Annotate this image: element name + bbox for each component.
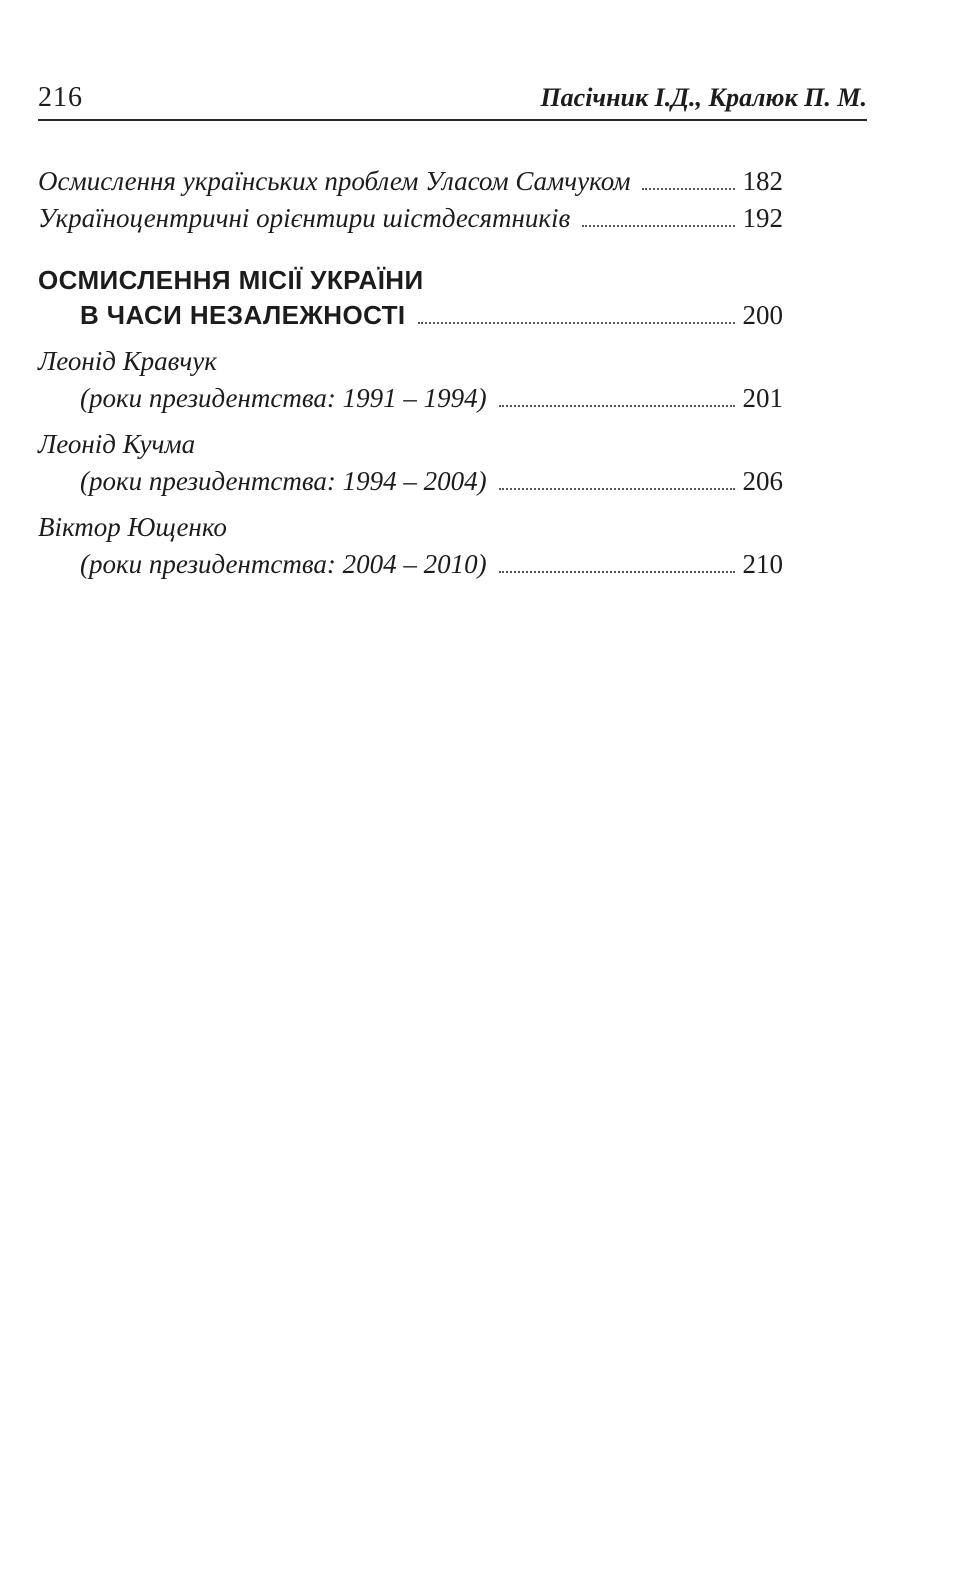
dot-leader (499, 405, 735, 407)
president-page: 210 (742, 549, 783, 579)
dot-leader (418, 322, 735, 324)
dot-leader (499, 488, 735, 490)
president-name: Віктор Ющенко (38, 512, 227, 542)
dot-leader (642, 188, 734, 190)
president-name: Леонід Кучма (38, 429, 196, 459)
table-of-contents (38, 163, 783, 583)
section-heading-line2: В ЧАСИ НЕЗАЛЕЖНОСТІ (80, 300, 406, 330)
president-page: 206 (742, 466, 783, 496)
president-years-row (38, 380, 783, 417)
president-name-row (38, 426, 783, 463)
page-header (38, 0, 867, 121)
section-heading-page: 200 (742, 300, 783, 330)
president-name-row (38, 343, 783, 380)
president-years: (роки президентства: 1991 – 1994) (80, 383, 487, 413)
section-heading-line2-row (38, 297, 783, 334)
toc-entry (38, 200, 783, 237)
president-years-row (38, 463, 783, 500)
authors-running-head: Пасічник І.Д., Кралюк П. М. (540, 83, 867, 112)
toc-entry-page: 182 (742, 166, 783, 196)
president-years: (роки президентства: 2004 – 2010) (80, 549, 487, 579)
toc-entry-title: Осмислення українських проблем Уласом Самчуком (38, 166, 631, 196)
president-name-row (38, 509, 783, 546)
toc-entry (38, 163, 783, 200)
president-years: (роки президентства: 1994 – 2004) (80, 466, 487, 496)
page-number: 216 (38, 82, 83, 113)
president-years-row (38, 546, 783, 583)
toc-entry-page: 192 (742, 203, 783, 233)
president-page: 201 (742, 383, 783, 413)
toc-entry-title: Україноцентричні орієнтири шістдесятників (38, 203, 571, 233)
section-heading-line1: ОСМИСЛЕННЯ МІСІЇ УКРАЇНИ (38, 265, 424, 295)
dot-leader (499, 571, 735, 573)
dot-leader (582, 225, 734, 227)
president-name: Леонід Кравчук (38, 346, 217, 376)
